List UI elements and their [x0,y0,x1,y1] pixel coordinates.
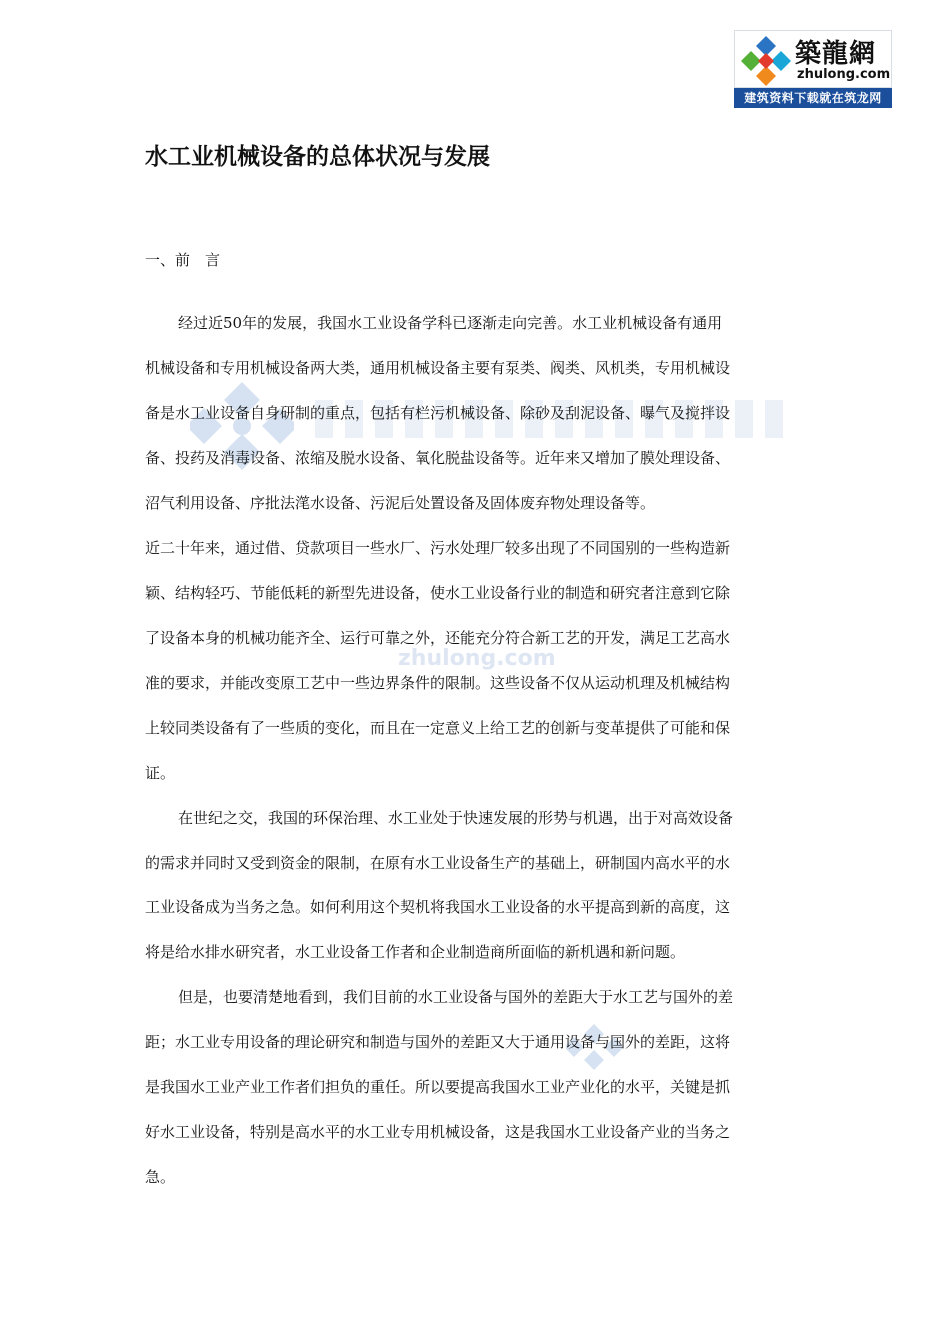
paragraph-line: 了设备本身的机械功能齐全、运行可靠之外，还能充分符合新工艺的开发，满足工艺高水 [145,629,731,647]
logo-diamond-icon [739,34,793,88]
paragraph-line: 近二十年来，通过借、贷款项目一些水厂、污水处理厂较多出现了不同国别的一些构造新 [145,539,731,557]
zhulong-logo [734,30,892,108]
paragraph-line: 工业设备成为当务之急。如何利用这个契机将我国水工业设备的水平提高到新的高度，这 [145,898,731,916]
paragraph-line: 沼气利用设备、序批法滗水设备、污泥后处置设备及固体废弃物处理设备等。 [145,494,656,512]
paragraph-line: 距；水工业专用设备的理论研究和制造与国外的差距又大于通用设备与国外的差距，这将 [145,1033,731,1051]
paragraph-line: 机械设备和专用机械设备两大类，通用机械设备主要有泵类、阀类、风机类，专用机械设 [145,359,731,377]
paragraph-line: 备是水工业设备自身研制的重点，包括有栏污机械设备、除砂及刮泥设备、曝气及搅拌设 [145,404,731,422]
paragraph-line: 是我国水工业产业工作者们担负的重任。所以要提高我国水工业产业化的水平，关键是抓 [145,1078,731,1096]
paragraph-line: 准的要求，并能改变原工艺中一些边界条件的限制。这些设备不仅从运动机理及机械结构 [145,674,731,692]
paragraph-line: 备、投药及消毒设备、浓缩及脱水设备、氧化脱盐设备等。近年来又增加了膜处理设备、 [145,449,731,467]
paragraph-line: 将是给水排水研究者，水工业设备工作者和企业制造商所面临的新机遇和新问题。 [145,943,686,961]
watermark-text: zhulong.com [398,646,556,671]
logo-domain: zhulong.com [797,67,891,82]
paragraph-line: 的需求并同时又受到资金的限制，在原有水工业设备生产的基础上，研制国内高水平的水 [145,854,731,872]
paragraph-line: 经过近50年的发展，我国水工业设备学科已逐渐走向完善。水工业机械设备有通用 [178,314,723,332]
document-title: 水工业机械设备的总体状况与发展 [145,143,490,170]
paragraph-line: 急。 [145,1168,176,1186]
paragraph-line: 在世纪之交，我国的环保治理、水工业处于快速发展的形势与机遇，出于对高效设备 [178,809,734,827]
logo-tagline: 建筑资料下载就在筑龙网 [734,88,892,108]
paragraph-line: 证。 [145,764,176,782]
paragraph-line: 但是，也要清楚地看到，我们目前的水工业设备与国外的差距大于水工艺与国外的差 [178,988,734,1006]
logo-name-cn: 築龍網 [795,39,877,69]
paragraph-line: 上较同类设备有了一些质的变化，而且在一定意义上给工艺的创新与变革提供了可能和保 [145,719,731,737]
logo-panel [734,30,892,88]
paragraph-line: 颖、结构轻巧、节能低耗的新型先进设备，使水工业设备行业的制造和研究者注意到它除 [145,584,731,602]
section-heading: 一、前 言 [145,251,221,269]
paragraph-line: 好水工业设备，特别是高水平的水工业专用机械设备，这是我国水工业设备产业的当务之 [145,1123,731,1141]
